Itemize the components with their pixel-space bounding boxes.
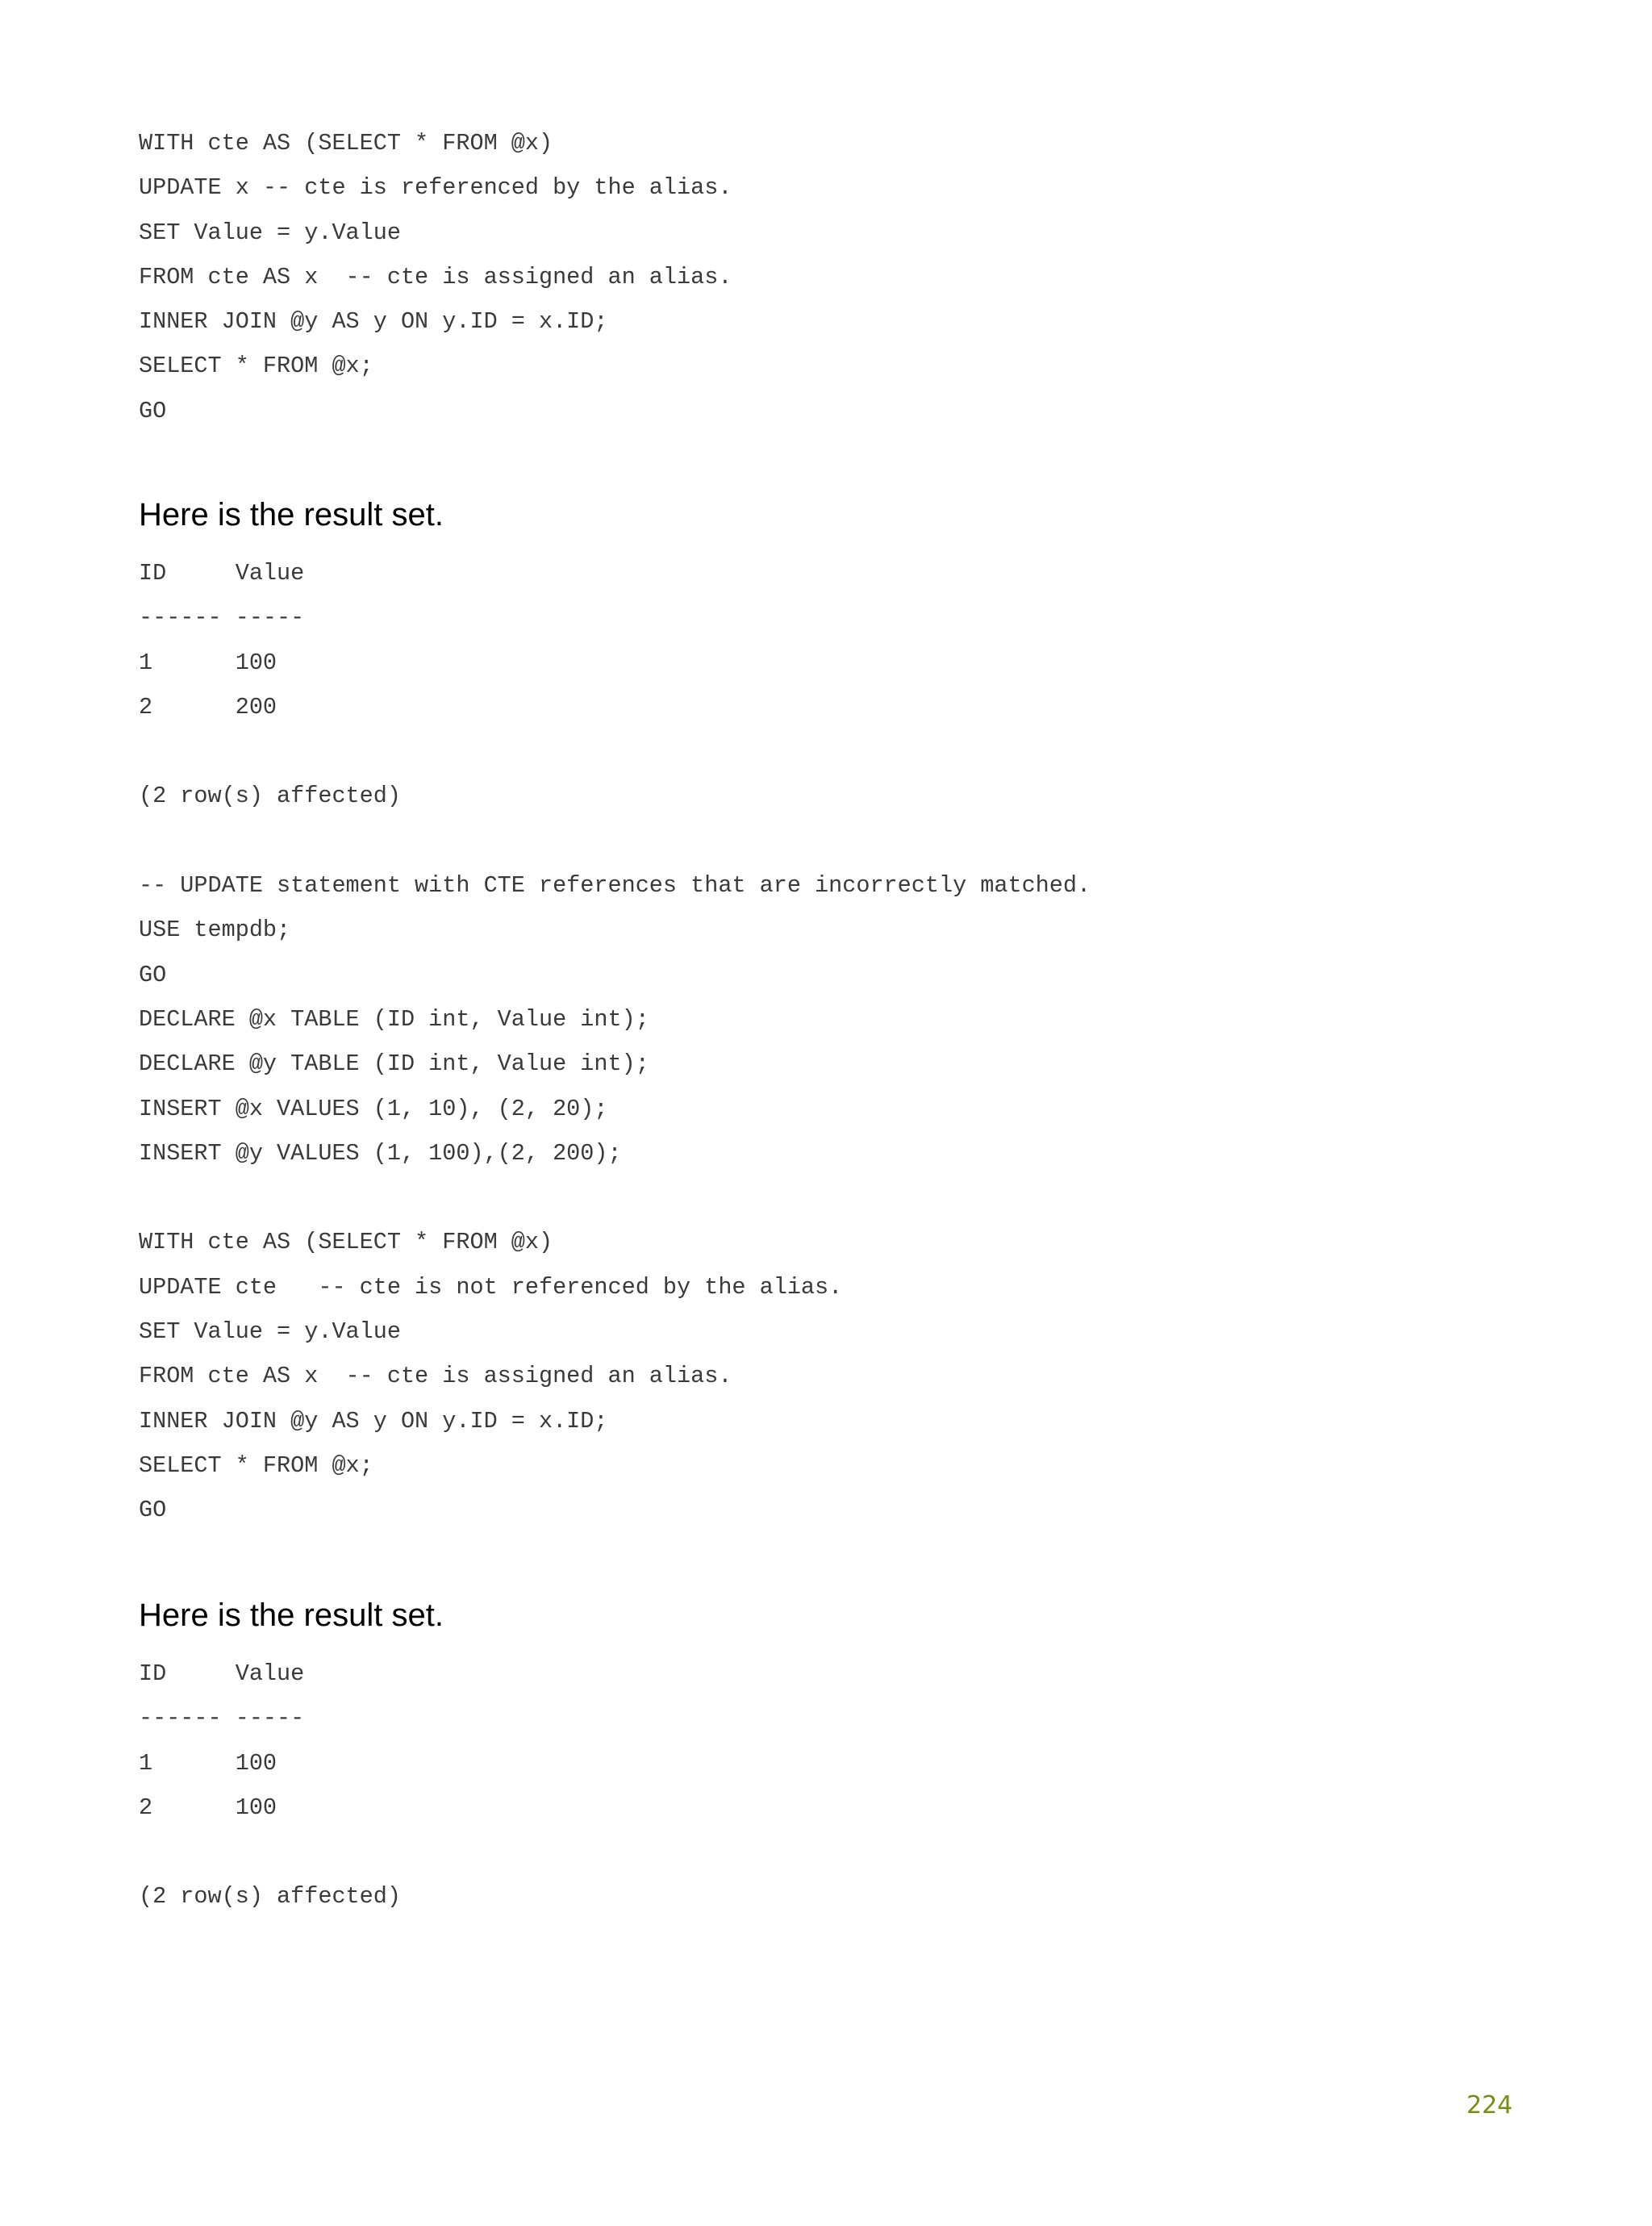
code-block-cte-update-alias	[139, 121, 732, 433]
code-line: (2 row(s) affected)	[139, 1883, 401, 1911]
code-line: DECLARE @y TABLE (ID int, Value int);	[139, 1050, 649, 1078]
code-line: INNER JOIN @y AS y ON y.ID = x.ID;	[139, 308, 608, 336]
result-set-heading: Here is the result set.	[139, 1597, 444, 1633]
code-line: INSERT @x VALUES (1, 10), (2, 20);	[139, 1095, 608, 1122]
code-line: ID Value	[139, 1660, 305, 1687]
code-line: SET Value = y.Value	[139, 219, 401, 246]
code-line: SET Value = y.Value	[139, 1318, 401, 1346]
code-line: 2 100	[139, 1794, 277, 1821]
code-line: 1 100	[139, 649, 277, 676]
code-line: ------ -----	[139, 604, 305, 632]
code-line: -- UPDATE statement with CTE references that are incorrectly matched.	[139, 872, 1091, 900]
code-line: GO	[139, 1497, 167, 1524]
code-line: UPDATE x -- cte is referenced by the alias.	[139, 174, 732, 202]
code-block-result-and-mismatched-update	[139, 551, 1091, 1533]
code-line: 1 100	[139, 1749, 277, 1777]
code-line: (2 row(s) affected)	[139, 783, 401, 810]
code-line: SELECT * FROM @x;	[139, 353, 373, 380]
code-line: INNER JOIN @y AS y ON y.ID = x.ID;	[139, 1407, 608, 1435]
code-line: WITH cte AS (SELECT * FROM @x)	[139, 1229, 553, 1256]
code-line: USE tempdb;	[139, 917, 291, 944]
code-line: SELECT * FROM @x;	[139, 1451, 373, 1479]
result-set-heading: Here is the result set.	[139, 497, 444, 532]
code-line	[139, 729, 1091, 774]
page-number: 224	[1466, 2091, 1513, 2120]
code-line: GO	[139, 397, 167, 424]
code-block-result-incorrect	[139, 1652, 401, 1919]
code-line: ID Value	[139, 560, 305, 587]
code-line: DECLARE @x TABLE (ID int, Value int);	[139, 1005, 649, 1033]
code-line: WITH cte AS (SELECT * FROM @x)	[139, 130, 553, 157]
code-line: ------ -----	[139, 1705, 305, 1732]
code-line: FROM cte AS x -- cte is assigned an alias.	[139, 263, 732, 290]
code-line: UPDATE cte -- cte is not referenced by the alias.	[139, 1273, 843, 1301]
code-line: INSERT @y VALUES (1, 100),(2, 200);	[139, 1139, 622, 1167]
code-line: 2 200	[139, 693, 277, 720]
code-line: GO	[139, 961, 167, 988]
code-line: FROM cte AS x -- cte is assigned an alias.	[139, 1363, 732, 1390]
code-line	[139, 1830, 401, 1874]
code-line	[139, 819, 1091, 863]
code-line	[139, 1176, 1091, 1220]
